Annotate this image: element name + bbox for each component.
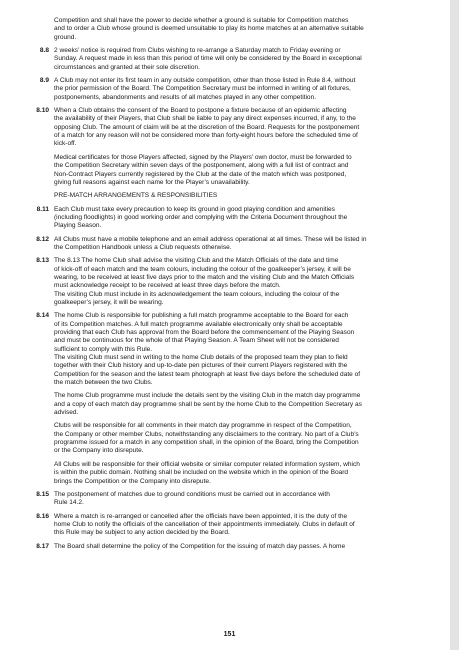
text-line: and must be continuous for the whole of that Playing Season. A Team Sheet will not be considered [54,337,339,345]
text-line: The postponement of matches due to ground conditions must be carried out in accordance with [54,490,330,498]
text-line: goalkeeper’s jersey, it will be wearing. [54,298,164,306]
rule-number: 8.12 [36,235,49,243]
text-line: the Company or other member Clubs, notwithstanding any disclaimers to the contrary. No part of a Club’s [54,430,359,438]
rule-number: 8.8 [39,47,49,55]
rule-paragraph [0,312,440,387]
text-line: is within the public domain. Nothing shall be included on the website which in the opinion of the Board [54,469,349,477]
rule-paragraph [0,236,440,253]
text-line: The visiting Club must include in its acknowledgement the team colours, including the colour of the [54,290,340,298]
text-line: kick-off. [54,140,77,148]
text-line: of its Competition matches. A full match programme available electronically only shall be acceptable [54,320,343,328]
rule-number: 8.9 [39,77,49,85]
text-line: Rule 14.2. [54,499,84,507]
rule-paragraph [0,513,440,538]
text-line: wearing, to be received at least five days prior to the match and the visiting Club and the Match Officials [54,273,355,281]
rule-number: 8.14 [36,312,49,320]
rule-paragraph [0,491,440,508]
document-page [0,17,440,556]
text-line: All Clubs will be responsible for their official website or similar computer related information system, which [54,460,360,468]
text-line: 2 weeks’ notice is required from Clubs wishing to re-arrange a Saturday match to Friday evening or [54,47,341,55]
rule-paragraph [0,77,440,102]
text-line: Medical certificates for those Players affected, signed by the Players’ own doctor, must be forwarded to [54,153,352,161]
text-line: brings the Competition or the Company into disrepute. [54,477,211,485]
text-line: ground. [54,33,77,41]
text-line: Competition for the season and the latest team photograph at least five days before the scheduled date of [54,370,361,378]
rule-paragraph [0,47,440,72]
continuation-paragraph [0,192,440,200]
text-line: postponements, abandonments and results of all matches played in any other competition. [54,93,317,101]
text-line: this Rule may be subject to any action decided by the Board. [54,529,230,537]
text-line: Competition and shall have the power to decide whether a ground is suitable for Competition matches [54,17,349,24]
text-line: PRE-MATCH ARRANGEMENTS & RESPONSIBILITIES [54,192,218,200]
text-line: the Competition Handbook unless a Club requests otherwise. [54,243,232,251]
rule-number: 8.13 [36,257,49,265]
text-line: Playing Season. [54,222,102,230]
text-line: of kick-off of each match and the team colours, including the colour of the goalkeeper’s jersey, it will be [54,265,351,273]
text-line: Sunday. A request made in less than this period of time will only be considered by the Board in exceptional [54,55,362,63]
rule-paragraph [0,543,440,551]
rule-number: 8.17 [36,542,49,550]
text-line: Non-Contract Players currently registered by the Club at the date of the match which was postponed, [54,170,347,178]
text-line: Clubs will be responsible for all comments in their match day programme in respect of the Competition, [54,422,352,430]
text-line: programme issued for a match in any competition shall, in the opinion of the Board, bring the Competition [54,439,359,447]
text-line: The visiting Club must send in writing to the home Club details of the proposed team they plan to field [54,354,348,362]
text-line: together with their Club history and up-to-date pen pictures of their current Players registered with the [54,362,348,370]
text-line: When a Club obtains the consent of the Board to postpone a fixture because of an epidemic affecting [54,107,347,115]
rule-paragraph [0,206,440,231]
text-line: providing that each Club has approval from the Board before the commencement of the Playing Season [54,329,355,336]
text-line: opposing Club. The amount of claim will be at the discretion of the Board. Requests for the postponement [54,123,360,131]
text-line: home Club to notify the officials of the cancellation of their appointments immediately. Clubs in default of [54,520,355,528]
rule-number: 8.15 [36,490,49,498]
text-line: All Clubs must have a mobile telephone and an email address operational at all times. These will be listed in [54,235,367,243]
text-line: giving full reasons against each name for the Player’s unavailability. [54,178,250,186]
text-line: the match between the two Clubs. [54,379,153,387]
text-line: and a copy of each match day programme shall be sent by the home Club to the Competition Secretary as [54,400,362,408]
text-line: (including floodlights) in good working order and complying with the Criteria Document throughout the [54,213,348,221]
rule-paragraph [0,257,440,307]
text-line: advised. [54,409,79,417]
text-line: must acknowledge receipt to be received at least three days before the match. [54,282,281,290]
text-line: sufficient to comply with this Rule. [54,345,153,353]
text-line: the availability of their Players, that Club shall be liable to pay any direct expenses incurred, if any, to the [54,115,356,123]
page-number: 151 [223,631,236,638]
text-line: The home Club programme must include the details sent by the visiting Club in the match day programme [54,392,361,400]
rule-number: 8.16 [36,512,49,520]
text-line: of a match for any reason will not be considered more than forty-eight hours before the scheduled time of [54,132,358,140]
text-line: The Board shall determine the policy of the Competition for the issuing of match day passes. A home [54,542,346,550]
continuation-paragraph [0,154,440,187]
continuation-paragraph [0,17,440,42]
text-line: Each Club must take every precaution to keep its ground in good playing condition and amenities [54,205,335,213]
text-line: the prior permission of the Board. The Competition Secretary must be informed in writing of all fixtures, [54,85,351,93]
text-line: the Competition Secretary within seven days of the postponement, along with a full list of contract and [54,162,349,170]
text-line: or the Company into disrepute. [54,447,144,455]
text-line: The 8.13 The home Club shall advise the visiting Club and the Match Officials of the date and time [54,257,339,265]
continuation-paragraph [0,392,440,417]
continuation-paragraph [0,422,440,455]
rule-paragraph [0,107,440,149]
continuation-paragraph [0,461,440,486]
rule-number: 8.11 [36,205,49,213]
text-line: A Club may not enter its first team in any outside competition, other than those listed in Rule 8.4, without [54,77,356,85]
text-line: and to order a Club whose ground is deemed unsuitable to play its home matches at an alternative suitable [54,25,364,33]
text-line: The home Club is responsible for publishing a full match programme acceptable to the Board for each [54,312,349,320]
text-line: circumstances and granted at their sole discretion. [54,63,200,71]
page-edge-bar [450,0,459,650]
text-line: Where a match is re-arranged or cancelled after the officials have been appointed, it is the duty of the [54,512,348,520]
rule-number: 8.10 [36,107,49,115]
